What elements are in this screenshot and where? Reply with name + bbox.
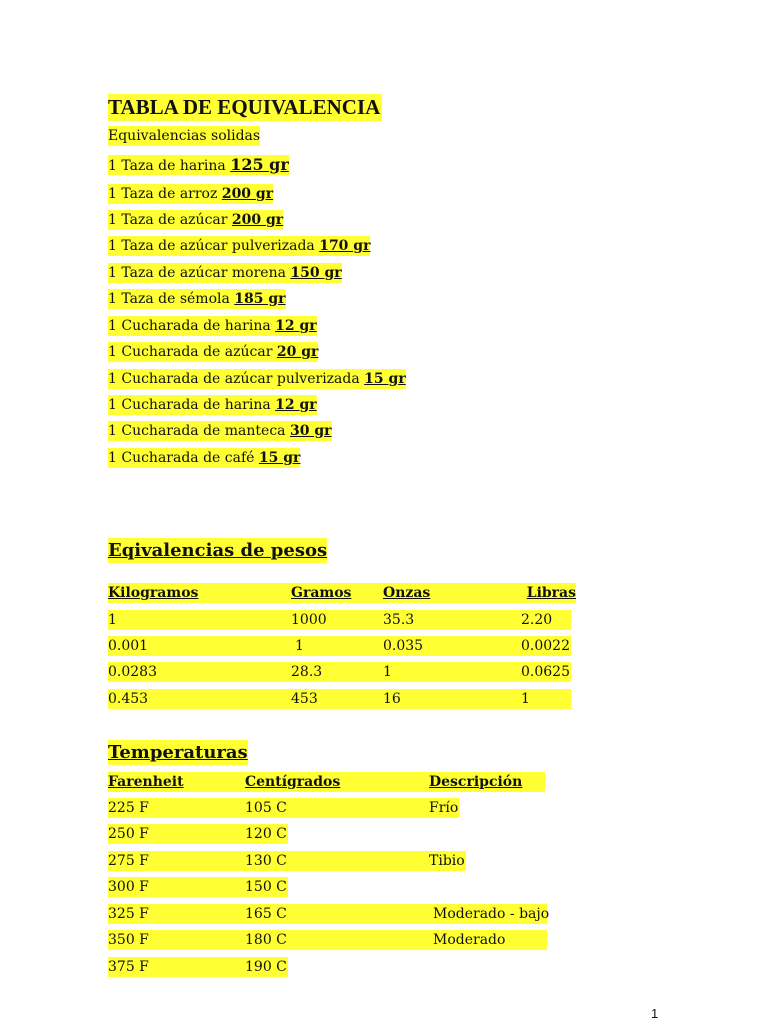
table-cell: Tibio [429,853,465,869]
item-label: 1 Taza de azúcar [108,212,228,228]
table-cell: 453 [291,689,383,709]
document-title: TABLA DE EQUIVALENCIA [108,95,381,119]
table-cell: 190 C [245,959,287,975]
list-item [108,369,406,389]
table-cell: 28.3 [291,662,383,682]
section-heading-temperatures: Temperaturas [108,742,248,763]
list-item [108,395,317,415]
page-number: 1 [651,1006,659,1021]
list-item [108,316,317,336]
item-value: 185 gr [234,291,286,307]
item-value: 200 gr [221,186,274,202]
list-item [108,155,289,175]
table-cell: 1 [108,610,293,630]
table-cell: 2.20 [521,610,571,630]
list-item [108,448,300,468]
column-header-celsius: Centígrados [245,772,429,792]
item-value: 20 gr [276,344,319,360]
list-item [108,236,370,256]
item-label: 1 Cucharada de azúcar [108,344,273,360]
column-header-fahrenheit: Farenheit [108,772,245,792]
table-cell: 150 C [245,879,287,895]
item-value: 12 gr [275,318,317,334]
column-header-kilograms: Kilogramos [108,583,293,603]
table-cell: Moderado [429,930,547,950]
table-cell: 325 F [108,904,245,924]
table-cell: 225 F [108,798,245,818]
item-label: 1 Cucharada de manteca [108,423,286,439]
table-cell: 105 C [245,798,429,818]
item-label: 1 Cucharada de harina [108,397,271,413]
list-item [108,263,342,283]
item-label: 1 Taza de azúcar pulverizada [108,238,315,254]
table-cell: 1000 [291,610,383,630]
table-cell: 275 F [108,851,245,871]
item-label: 1 Cucharada de azúcar pulverizada [108,371,360,387]
column-header-ounces: Onzas [383,583,521,603]
item-label: 1 Taza de azúcar morena [108,265,286,281]
item-value: 170 gr [319,238,371,254]
item-value: 150 gr [290,265,342,281]
table-cell: 0.0625 [521,664,570,680]
table-cell: 1 [383,662,521,682]
column-header-grams: Gramos [291,583,383,603]
item-label: 1 Taza de arroz [108,186,218,202]
table-cell: 1 [521,689,571,709]
table-cell: 350 F [108,930,245,950]
item-label: 1 Taza de harina [108,158,226,174]
table-cell: 0.453 [108,689,293,709]
column-header-pounds: Libras [521,583,576,603]
column-header-description: Descripción [429,772,545,792]
item-label: 1 Cucharada de harina [108,318,271,334]
table-cell: 0.001 [108,636,293,656]
item-label: 1 Taza de sémola [108,291,230,307]
table-cell: 130 C [245,851,429,871]
table-cell: 0.0022 [521,638,570,654]
item-value: 15 gr [364,371,406,387]
section-heading-weights: Eqivalencias de pesos [108,540,328,561]
list-item [108,342,318,362]
table-cell: Frío [429,800,459,816]
item-value: 125 gr [230,155,289,174]
table-cell: 180 C [245,930,429,950]
table-cell: 0.0283 [108,662,293,682]
table-cell: 35.3 [383,610,521,630]
item-value: 15 gr [258,450,301,466]
table-cell: 0.035 [383,636,521,656]
table-cell: 165 C [245,904,429,924]
item-label: 1 Cucharada de café [108,450,255,466]
list-item [108,210,283,230]
section-subtitle-solids: Equivalencias solidas [108,128,261,144]
item-value: 200 gr [231,212,284,228]
table-cell: 300 F [108,877,245,897]
list-item [108,289,286,309]
list-item [108,184,273,204]
list-item [108,421,332,441]
table-cell: Moderado - bajo [429,904,547,924]
table-cell: 1 [291,636,383,656]
table-cell: 250 F [108,824,245,844]
table-cell: 16 [383,689,521,709]
table-cell: 120 C [245,826,287,842]
item-value: 12 gr [275,397,317,413]
table-cell: 375 F [108,957,245,977]
item-value: 30 gr [289,423,332,439]
